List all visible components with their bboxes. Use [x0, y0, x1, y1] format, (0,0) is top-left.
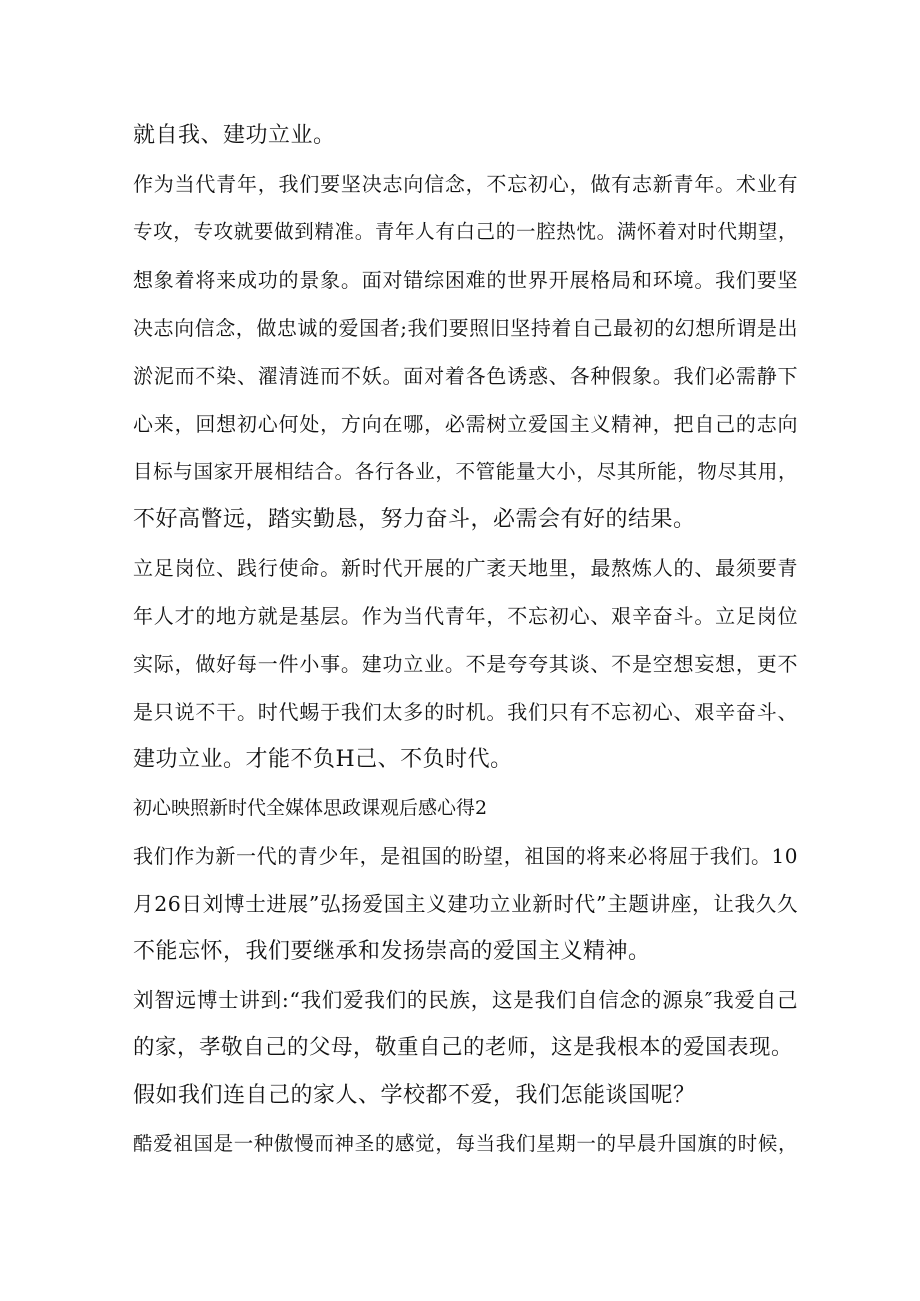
text-line: 心来，回想初心何处，方向在哪，必需树立爱国主义精神，把自己的志向 — [133, 412, 798, 436]
text-line: 的家，孝敬自己的父母，敬重自己的老师，这是我根本的爱国表现。 — [133, 1035, 794, 1060]
text-line: 想象着将来成功的景象。面对错综困难的世界开展格局和环境。我们要坚 — [133, 268, 798, 292]
text-line: 建功立业。才能不负H己、不负时代。 — [133, 747, 513, 772]
text-line: 刘智远博士讲到:“我们爱我们的民族，这是我们自信念的源泉″我爱自己 — [133, 988, 798, 1012]
document-body — [133, 112, 798, 1168]
text-line: 我们作为新一代的青少年，是祖国的盼望，祖国的将来必将屈于我们。10 — [133, 844, 798, 868]
text-line: 月26日刘博士进展”弘扬爱国主义建功立业新时代”主题讲座，让我久久 — [133, 892, 798, 916]
text-line: 作为当代青年，我们要坚决志向信念，不忘初心，做有志新青年。术业有 — [133, 172, 798, 196]
text-line: 不能忘怀，我们要继承和发扬崇高的爱国主义精神。 — [133, 939, 651, 964]
text-line: 是只说不干。时代蜴于我们太多的时机。我们只有不忘初心、艰辛奋斗、 — [133, 700, 798, 724]
text-line: 实际，做好每一件小事。建功立业。不是夸夸其谈、不是空想妄想，更不 — [133, 652, 798, 676]
text-line: 就自我、建功立业。 — [133, 123, 336, 148]
text-line: 酷爱祖国是一种傲慢而神圣的感觉，每当我们星期一的早晨升国旗的时候， — [133, 1132, 798, 1155]
text-line: 不好高瞥远，踏实勤恳，努力奋斗，必需会有好的结果。 — [133, 507, 696, 532]
text-line: 淤泥而不染、濯清涟而不妖。面对着各色诱惑、各种假象。我们必需静下 — [133, 364, 798, 388]
text-line: 假如我们连自己的家人、学校都不爱，我们怎能谈国呢？ — [133, 1083, 696, 1108]
text-line: 目标与国家开展相结合。各行各业，不管能量大小，尽其所能，物尽其用， — [133, 460, 798, 483]
text-line: 立足岗位、践行使命。新时代开展的广袤天地里，最熬炼人的、最须要青 — [133, 556, 798, 580]
section-heading: 初心映照新时代全媒体思政课观后感心得2 — [133, 797, 488, 819]
text-line: 专攻，专攻就要做到精准。青年人有白己的一腔热忱。满怀着对时代期望， — [133, 220, 798, 243]
text-line: 决志向信念，做忠诚的爱国者;我们要照旧坚持着自己最初的幻想所谓是出 — [133, 316, 798, 340]
text-line: 年人才的地方就是基层。作为当代青年，不忘初心、艰辛奋斗。立足岗位 — [133, 604, 798, 628]
